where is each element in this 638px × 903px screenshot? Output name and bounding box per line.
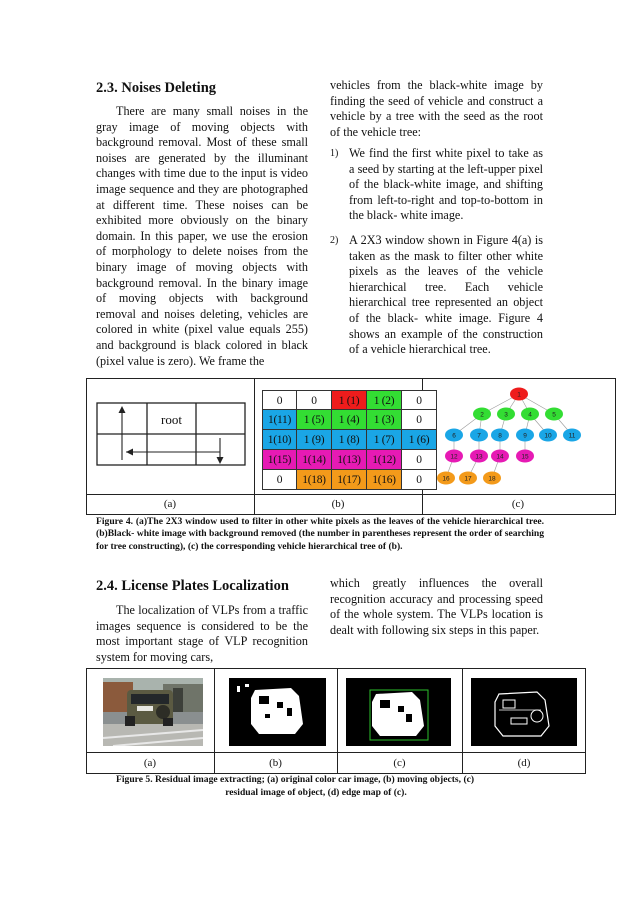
window-mask-diagram xyxy=(96,400,248,470)
residual-image-of-object xyxy=(346,678,451,746)
grid-cell: 1 (2) xyxy=(367,390,402,410)
grid-cell: 1 (3) xyxy=(367,410,402,430)
grid-cell: 1 (5) xyxy=(297,410,332,430)
grid-cell: 1 (6) xyxy=(402,430,437,450)
grid-cell: 1 (8) xyxy=(332,430,367,450)
localization-paragraph-right: which greatly influences the overall recognition accuracy and processing speed of the whole system. The VLPs location is dealt with following six steps in this paper. xyxy=(330,576,543,637)
grid-cell: 0 xyxy=(297,390,332,410)
grid-cell: 0 xyxy=(262,470,297,490)
tree-node-label: 2 xyxy=(480,411,484,419)
grid-cell: 0 xyxy=(402,450,437,470)
figure5-label-a: (a) xyxy=(143,757,157,769)
tree-node-label: 1 xyxy=(517,391,521,399)
figure5-label-c: (c) xyxy=(393,757,406,769)
list-item-text: We find the first white pixel to take as a seed by starting at the left-upper pixel of the black-white image, and shifting from left-to-right and top-to-bottom in the black- white image. xyxy=(349,146,543,223)
tree-node-label: 6 xyxy=(452,432,456,440)
grid-cell: 1(16) xyxy=(367,470,402,490)
original-color-car-image xyxy=(103,678,203,746)
grid-cell: 1 (7) xyxy=(367,430,402,450)
tree-node-label: 11 xyxy=(568,432,576,440)
tree-node-label: 16 xyxy=(442,475,450,483)
grid-cell: 0 xyxy=(262,390,297,410)
vehicle-hierarchical-tree xyxy=(430,384,608,490)
figure5-label-divider xyxy=(86,752,586,753)
list-item-text: A 2X3 window shown in Figure 4(a) is taken as the mask to filter other white pixels as the leaves of the vehicle hierarchical tree. Each vehicle hierarchical tree represented an object of the black- white image. Figure 4 shows an example of the construction of a vehicle hierarchical tree. xyxy=(349,232,543,357)
figure4-label-c: (c) xyxy=(511,498,525,510)
tree-node-label: 15 xyxy=(521,453,529,461)
localization-paragraph-left: The localization of VLPs from a traffic images sequence is considered to be the most important stage of VLP recognition system for moving cars, xyxy=(96,603,308,664)
grid-cell: 1(17) xyxy=(332,470,367,490)
grid-cell: 1(14) xyxy=(297,450,332,470)
tree-node-label: 13 xyxy=(475,453,483,461)
grid-cell: 0 xyxy=(402,470,437,490)
tree-node-label: 10 xyxy=(544,432,552,440)
tree-node-label: 12 xyxy=(450,453,458,461)
tree-node-label: 18 xyxy=(488,475,496,483)
grid-cell: 0 xyxy=(402,390,437,410)
figure4-label-divider xyxy=(86,494,616,495)
grid-cell: 1 (4) xyxy=(332,410,367,430)
right-column-paragraph: vehicles from the black-white image by finding the seed of vehicle and construct a vehicle by a tree with the seed as the root of the vehicle tree: xyxy=(330,78,543,139)
grid-cell: 1 (9) xyxy=(297,430,332,450)
list-item xyxy=(330,233,543,358)
tree-node-label: 3 xyxy=(504,411,508,419)
seed-steps-list xyxy=(330,146,543,367)
grid-cell: 1(11) xyxy=(262,410,297,430)
tree-node-label: 5 xyxy=(552,411,556,419)
binary-image-grid xyxy=(262,390,437,490)
grid-cell: 1(13) xyxy=(332,450,367,470)
grid-cell: 1 (1) xyxy=(332,390,367,410)
noises-paragraph: There are many small noises in the gray image of moving objects with background removal. Most of these small noises are generated by the illuminant changes with time due to the input is video image sequence and they are photographed at different time. These noises can be exhibited more obviously on the binary domain. In this paper, we use the erosion of morphology to delete noises from the binary image of moving objects with background removal. In the binary image of moving objects with background removal and noises deleting, vehicles are colored in white (pixel value equals 255) and background is black colored in black (pixel value is zero). We frame the xyxy=(96,104,308,368)
list-item xyxy=(330,146,543,224)
tree-node-label: 4 xyxy=(528,411,532,419)
root-label: root xyxy=(161,412,182,427)
section-heading-2-4: 2.4. License Plates Localization xyxy=(96,578,289,594)
list-item-number: 2) xyxy=(330,234,339,246)
tree-node-label: 9 xyxy=(523,432,527,440)
figure4-label-a: (a) xyxy=(163,498,177,510)
figure5-caption-line1: Figure 5. Residual image extracting; (a) original color car image, (b) moving objects, (c) xyxy=(116,774,475,785)
tree-node-label: 8 xyxy=(498,432,502,440)
section-heading-2-3: 2.3. Noises Deleting xyxy=(96,80,217,96)
figure5-caption-line2: residual image of object, (d) edge map of (c). xyxy=(225,787,407,798)
edge-map-image xyxy=(471,678,577,746)
grid-cell: 1(12) xyxy=(367,450,402,470)
figure5-label-b: (b) xyxy=(269,757,282,769)
figure4-label-b: (b) xyxy=(331,498,345,510)
grid-cell: 1(15) xyxy=(262,450,297,470)
grid-cell: 0 xyxy=(402,410,437,430)
tree-node-label: 14 xyxy=(496,453,504,461)
tree-node-label: 7 xyxy=(477,432,481,440)
figure5-label-d: (d) xyxy=(517,757,531,769)
grid-cell: 1(10) xyxy=(262,430,297,450)
figure4-caption: Figure 4. (a)The 2X3 window used to filter in other white pixels as the leaves of the vehicle hierarchical tree.(b)Black- white image with background removed (the number in parentheses represent the order of searching for tree constructing), (c) the corresponding vehicle hierarchical tree of (b). xyxy=(96,516,544,552)
tree-node-label: 17 xyxy=(464,475,472,483)
list-item-number: 1) xyxy=(330,148,339,159)
figure4-divider-1 xyxy=(254,378,255,514)
moving-objects-image xyxy=(229,678,326,746)
grid-cell: 1(18) xyxy=(297,470,332,490)
